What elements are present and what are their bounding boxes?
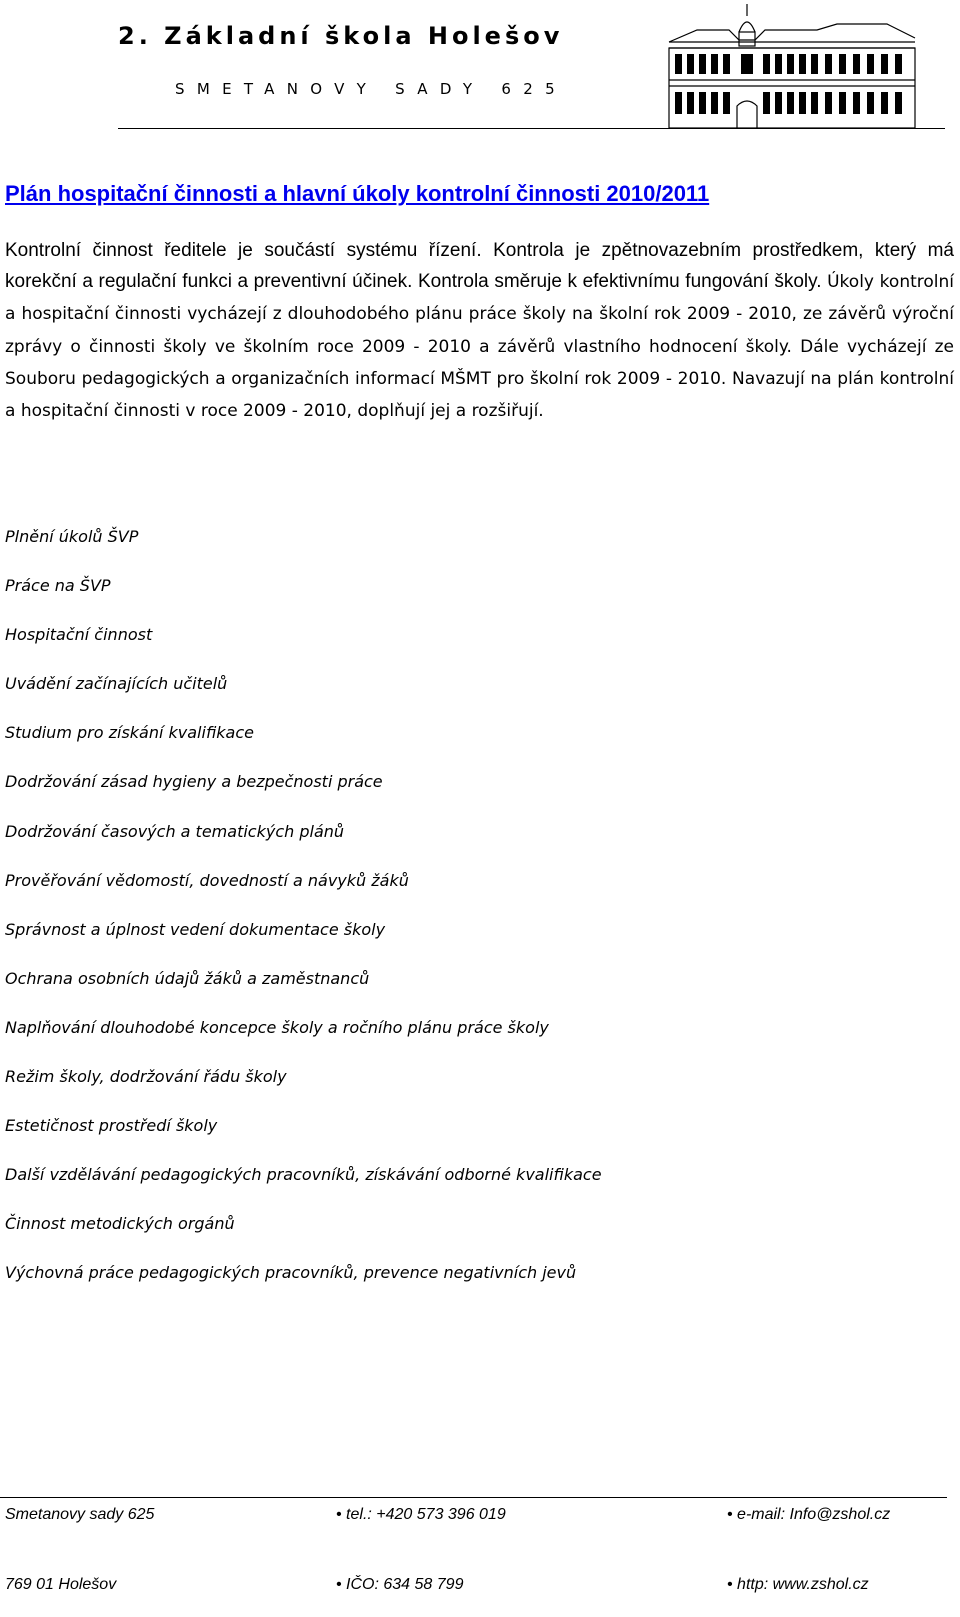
intro-text-part2: Úkoly kontrolní a hospitační činnosti vycházejí z dlouhodobého plánu práce školy na školní rok 2009 - 2010, ze závěrů výroční zprávy o činnosti školy ve školním roce 2009 - 2010 a závěrů vlastního hodnocení školy. Dále vycházejí ze Souboru pedagogických a organizačních informací MŠMT pro školní rok 2009 - 2010. Navazují na plán kontrolní a hospitační činnosti v roce 2009 - 2010, doplňují jej a rozšiřují. (5, 272, 955, 422)
footer-ico: • IČO: 634 58 799 (336, 1576, 464, 1593)
task-item: Plnění úkolů ŠVP (5, 527, 139, 546)
footer-web[interactable]: • http: www.zshol.cz (727, 1576, 869, 1593)
task-item: Další vzdělávání pedagogických pracovníků, získávání odborné kvalifikace (5, 1165, 602, 1185)
task-item: Studium pro získání kvalifikace (5, 723, 254, 743)
footer-city: 769 01 Holešov (5, 1576, 117, 1593)
school-address: SMETANOVY SADY 625 (175, 80, 567, 98)
task-item: Estetičnost prostředí školy (5, 1116, 218, 1136)
document-title[interactable]: Plán hospitační činnosti a hlavní úkoly kontrolní činnosti 2010/2011 (5, 181, 710, 206)
task-item: Režim školy, dodržování řádu školy (5, 1067, 287, 1087)
task-item: Dodržování časových a tematických plánů (5, 821, 345, 841)
task-list (5, 527, 602, 1313)
intro-paragraph (5, 235, 954, 427)
school-name: 2. Základní škola Holešov (118, 22, 564, 50)
task-item: Prověřování vědomostí, dovedností a návyků žáků (5, 870, 409, 890)
footer-street: Smetanovy sady 625 (5, 1506, 155, 1523)
task-item: Práce na ŠVP (5, 576, 111, 596)
footer-email[interactable]: • e-mail: Info@zshol.cz (727, 1506, 891, 1523)
footer-phone: • tel.: +420 573 396 019 (336, 1506, 506, 1523)
task-item: Správnost a úplnost vedení dokumentace školy (5, 919, 386, 939)
task-item: Činnost metodických orgánů (5, 1214, 235, 1234)
task-item: Uvádění začínajících učitelů (5, 674, 228, 694)
task-item: Ochrana osobních údajů žáků a zaměstnanců (5, 968, 370, 988)
intro-text-part1: Kontrolní činnost ředitele je součástí systému řízení. Kontrola je zpětnovazebním prostředkem, který má korekční a regulační funkci a preventivní účinek. Kontrola směruje k efektivnímu fungování školy. (5, 240, 954, 293)
task-item: Naplňování dlouhodobé koncepce školy a ročního plánu práce školy (5, 1017, 549, 1037)
task-item: Hospitační činnost (5, 625, 153, 645)
task-item: Dodržování zásad hygieny a bezpečnosti práce (5, 772, 383, 792)
footer-divider (0, 1497, 947, 1498)
school-building-illustration (667, 2, 917, 130)
task-item: Výchovná práce pedagogických pracovníků, prevence negativních jevů (5, 1263, 577, 1283)
